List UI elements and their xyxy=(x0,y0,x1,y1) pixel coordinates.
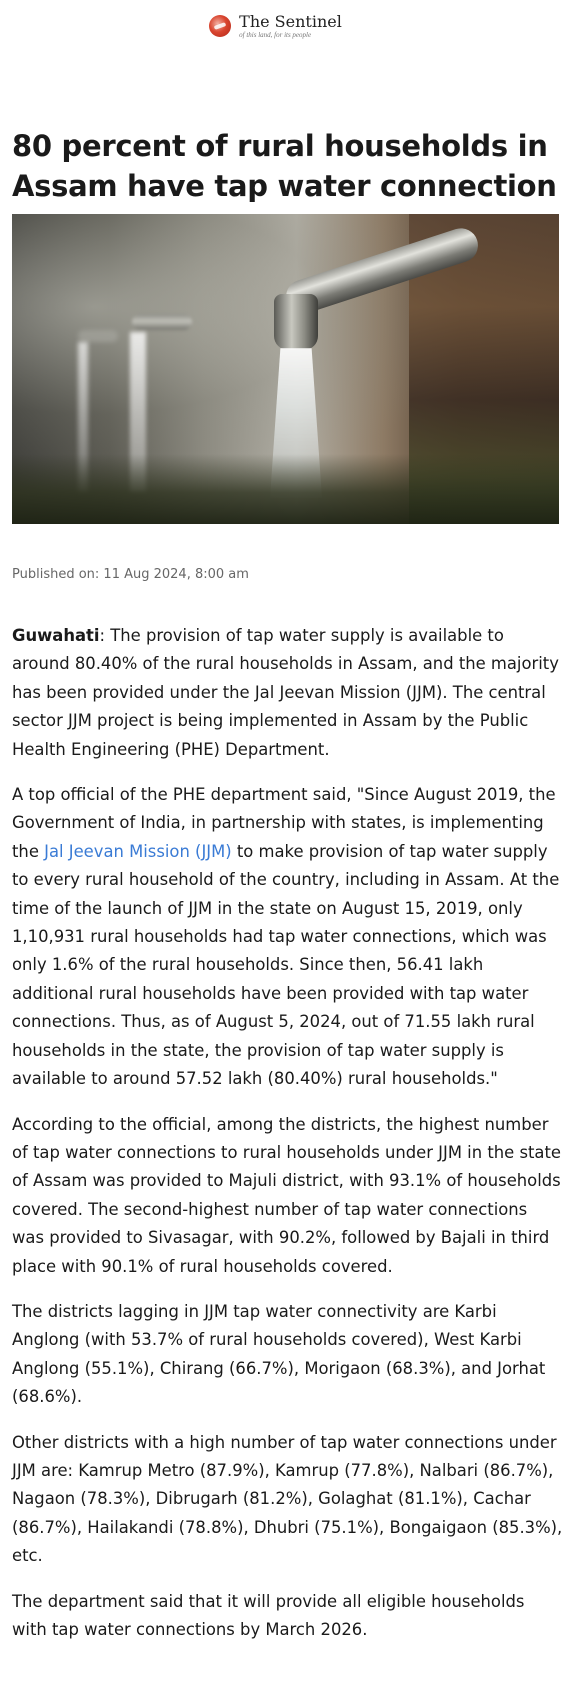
paragraph-4: The districts lagging in JJM tap water connectivity are Karbi Anglong (with 53.7% of rural households covered), West Karbi Anglong (55.1%), Chirang (66.7%), Morigaon (68.3%), and Jorhat (68.6%). xyxy=(12,1301,546,1407)
paragraph-6: The department said that it will provide all eligible households with tap water connections by March 2026. xyxy=(12,1591,525,1639)
hero-ground xyxy=(12,454,559,524)
paragraph-2 xyxy=(12,781,564,1093)
site-tagline: of this land, for its people xyxy=(239,30,312,39)
hero-tap-main xyxy=(274,294,318,350)
paragraph-3: According to the official, among the districts, the highest number of tap water connections to rural households under JJM in the state of Assam was provided to Majuli district, with 93.1% of households covered. The second-highest number of tap water connections was provided to Sivasagar, with 90.2%, followed by Bajali in third place with 90.1% of rural households covered. xyxy=(12,1114,561,1276)
site-logo[interactable] xyxy=(209,11,342,39)
site-name: The Sentinel xyxy=(239,11,342,31)
paragraph-1-text: : The provision of tap water supply is available to around 80.40% of the rural households in Assam, and the majority has been provided under the Jal Jeevan Mission (JJM). The central sector JJM project is being implemented in Assam by the Public Health Engineering (PHE) Department. xyxy=(12,626,559,759)
jjm-link[interactable]: Jal Jeevan Mission (JJM) xyxy=(44,841,232,861)
hero-tap-far xyxy=(78,330,118,342)
site-header xyxy=(0,0,571,52)
hero-tap-mid xyxy=(132,314,192,330)
article-body xyxy=(12,622,564,1661)
paragraph-5: Other districts with a high number of tap water connections under JJM are: Kamrup Metro (87.9%), Kamrup (77.8%), Nalbari (86.7%), Nagaon (78.3%), Dibrugarh (81.2%), Golaghat (81.1%), Cachar (86.7%), Hailakandi (78.8%), Dhubri (75.1%), Bongaigaon (85.3%), etc. xyxy=(12,1432,563,1566)
sentinel-logo-icon xyxy=(209,15,231,37)
paragraph-2-before: A top official of the PHE department said, "Since August 2019, the Government of India, in partnership with states, is implementing the xyxy=(12,785,556,861)
hero-image xyxy=(12,214,559,524)
paragraph-2-after: to make provision of tap water supply to every rural household of the country, including in Assam. At the time of the launch of JJM in the state on August 15, 2019, only 1,10,931 rural households had tap water connections, which was only 1.6% of the rural households. Since then, 56.41 lakh additional rural households have been provided with tap water connections. Thus, as of August 5, 2024, out of 71.55 lakh rural households in the state, the provision of tap water supply is available to around 57.52 lakh (80.40%) rural households." xyxy=(12,841,560,1089)
dateline: Guwahati xyxy=(12,626,100,645)
logo-text xyxy=(239,11,342,39)
article-headline: 80 percent of rural households in Assam have tap water connection xyxy=(12,129,557,203)
paragraph-1 xyxy=(12,622,564,764)
published-date: Published on: 11 Aug 2024, 8:00 am xyxy=(12,567,249,582)
